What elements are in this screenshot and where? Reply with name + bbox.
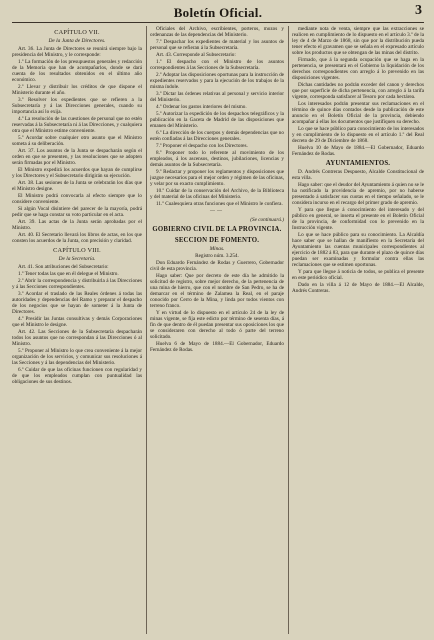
- paragraph: Art. 37. Los asuntos de la Junta se despacharán según el orden en que se presenten, y las resoluciones que se adopten serán firmadas por el Ministro.: [12, 148, 142, 166]
- paragraph: Dichas cantidades no podrán exceder del canon y derechos que por superficie de dicha pertenencia, con arreglo á la tarifa vigente, corresponda satisfacer al Tesoro por cada hectárea.: [292, 82, 424, 100]
- paragraph: Y para que llegue á conocimiento del interesado y del público en general, se inserta el presente en el Boletín Oficial de la provincia, de conformidad con lo prevenido en la Instrucción vigente.: [292, 207, 424, 231]
- paragraph: 4.º Presidir las Juntas consultivas y demás Corporaciones que el Ministro le designe.: [12, 316, 142, 328]
- paragraph: Y en virtud de lo dispuesto en el artículo 24 de la ley de minas vigente, se fija este edicto por término de sesenta días, á fin de que dentro de él puedan presentar sus oposiciones los que se consideraren con derecho al todo ó parte del terreno solicitado.: [150, 310, 284, 340]
- text-column-3: [292, 26, 424, 636]
- paragraph: Art. 42. Las Secciones de la Subsecretaría despacharán todos los asuntos que no correspondan á las Direcciones ó al Ministro.: [12, 329, 142, 347]
- paragraph: Art. 36. La Junta de Directores se reunirá siempre bajo la presidencia del Ministro, y le corresponde:: [12, 46, 142, 58]
- paragraph: Si algún Vocal disintiere del parecer de la mayoría, podrá pedir que se haga constar su voto particular en el acta.: [12, 206, 142, 218]
- paragraph: 8.º Proponer todo lo referente al movimiento de los empleados, á los ascensos, destinos, jubilaciones, licencias y demás asuntos de la Subsecretaría.: [150, 150, 284, 168]
- paragraph: 5.º Autorizar la expedición de los despachos telegráficos y la publicación en la Gaceta de Madrid de las disposiciones que emanen del Ministerio.: [150, 111, 284, 129]
- paragraph: Art. 38. Las sesiones de la Junta se celebrarán los días que el Ministro designe.: [12, 180, 142, 192]
- paragraph: 3.º Resolver los expedientes que se refieren a la Subsecretaría y á las Direcciones generales, cuando su importancia así lo exija.: [12, 97, 142, 115]
- paragraph: 6.º La dirección de los cuerpos y demás dependencias que no estén confiadas á las Direcciones generales.: [150, 130, 284, 142]
- section-heading: SECCION DE FOMENTO.: [174, 237, 260, 244]
- paragraph: Art. 41. Son atribuciones del Subsecretario:: [18, 264, 109, 270]
- paragraph: D. Andrés Contreras Despuesto, Alcalde Constitucional de esta villa.: [292, 169, 424, 181]
- paragraph: 1.º El despacho con el Ministro de los asuntos correspondientes á las Secciones de la Subsecretaría.: [150, 59, 284, 71]
- paragraph: 10.º Cuidar de la conservación del Archivo, de la Biblioteca y del material de las oficinas del Ministerio.: [150, 188, 284, 200]
- paragraph: Y para que llegue á noticia de todos, se publica el presente en este periódico oficial.: [292, 269, 424, 281]
- paragraph: Don Eduardo Fernández de Rodas y Guerrero, Gobernador civil de esta provincia.: [150, 260, 284, 272]
- paragraph: El Ministro podrá convocarla al efecto siempre que lo considere conveniente.: [12, 193, 142, 205]
- paragraph: 2.º Llevar y distribuir los créditos de que dispone el Ministerio durante el año.: [12, 84, 142, 96]
- paragraph: Lo que se hace público para su conocimiento. La Alcaldía hace saber que se hallan de manifiesto en la Secretaría del Ayuntamiento las cuentas municipales correspondientes al ejercicio de 1882 á 83, para que durante el plazo de quince días puedan ser examinadas y formular contra ellas las reclamaciones que se estimen oportunas.: [292, 232, 424, 268]
- paragraph: 1.º La formación de los presupuestos generales y redacción de la Memoria que han de acompañarlos, donde se dará cuenta de los resultados obtenidos en el último año económico.: [12, 59, 142, 83]
- text-column-1: [12, 26, 142, 636]
- paragraph: Hago saber: Que por decreto de este día he admitido la solicitud de registro, sobre mejor derecho, de la pertenencia de una mina de hierro, que con el nombre de San Pedro, se ha de demarcar en el término de Zalamea la Real, en el paraje conocido por Cerro de la Mina, y linda por todos vientos con terreno franco.: [150, 273, 284, 309]
- page-number: 3: [415, 3, 422, 18]
- italic-heading: Minas.: [209, 246, 225, 252]
- paragraph: 2.º Abrir la correspondencia y distribuirla á las Direcciones y á las Secciones correspondientes.: [12, 278, 142, 290]
- paragraph: 11.º Cualesquiera otras funciones que el Ministro le confiera.: [156, 201, 283, 207]
- paragraph: Dado en la villa á 12 de Mayo de 1884.—El Alcalde, Andrés Contreras.: [292, 282, 424, 294]
- paragraph: 5.º Proponer al Ministro lo que crea conveniente á la mejor organización de los servicios, y comunicar sus resoluciones á las Secciones y á las dependencias del Ministerio.: [12, 348, 142, 366]
- section-heading: CAPÍTULO VIII.: [53, 247, 101, 254]
- paragraph: El Ministro expedirá los acuerdos que hayan de cumplirse y los Directores y el Subsecretario dirigirán su ejecución.: [12, 167, 142, 179]
- paragraph: 7.º Despachar los expedientes de material y los asuntos de personal que se refieran á la Subsecretaría.: [150, 39, 284, 51]
- paragraph: Art. 43. Corresponde al Subsecretario:: [156, 52, 236, 58]
- paragraph: Huelva 6 de Mayo de 1884.—El Gobernador, Eduardo Fernández de Rodas.: [150, 341, 284, 353]
- paragraph: Art. 40. El Secretario llevará los libros de actas, en los que consten los acuerdos de la Junta, con precisión y claridad.: [12, 232, 142, 244]
- paragraph: 5.º Acordar sobre cualquier otro asunto que el Ministro someta á su deliberación.: [12, 135, 142, 147]
- paragraph: 3.º Dictar las órdenes relativas al personal y servicio interior del Ministerio.: [150, 91, 284, 103]
- section-subheading: De la Junta de Directores.: [48, 38, 106, 44]
- paragraph: Hago saber: que el deudor del Ayuntamiento á quien no se le ha notificado la providencia de apremio, por no haberse presentado á satisfacer sus cuotas en el tiempo señalado, se le considera incurso en el recargo del primer grado de apremio.: [292, 182, 424, 206]
- paragraph: Firmado, que á la segunda ocupación que se haga en la pertenencia, se presentará en el Gobierno la liquidación de los derechos correspondientes con arreglo á lo prevenido en las disposiciones vigentes.: [292, 57, 424, 81]
- paragraph: mediante nota de venta, siempre que las extracciones se realicen en cumplimiento de lo dispuesto en el artículo 3.º de la ley de 4 de Marzo de 1868, sin que por la distribución pueda tener efecto el gravamen que se señala en el expresado artículo sobre los productos que se obtengan de las minas del distrito.: [292, 26, 424, 56]
- paragraph: Lo que se hace público para conocimiento de los interesados y en cumplimiento de lo dispuesto en el artículo 1.º del Real decreto de 29 de Diciembre de 1868.: [292, 126, 424, 144]
- section-heading: AYUNTAMIENTOS.: [325, 160, 391, 167]
- paragraph: 1.º Tener todas las que en él delegue el Ministro.: [18, 271, 119, 277]
- paragraph: 7.º Proponer el despacho con los Directores.: [156, 143, 248, 149]
- paragraph: 6.º Cuidar de que las oficinas funcionen con regularidad y de que los empleados cumplan con puntualidad las obligaciones de sus destinos.: [12, 367, 142, 385]
- column-rule: [288, 26, 289, 634]
- paragraph: Art. 39. Las actas de la Junta serán aprobadas por el Ministro.: [12, 219, 142, 231]
- paragraph: Los interesados podrán presentar sus reclamaciones en el término de quince días contados desde la publicación de este anuncio en el Boletín Oficial de la provincia, debiendo acompañar á ellas los documentos que justifiquen su derecho.: [292, 101, 424, 125]
- column-rule: [146, 26, 147, 634]
- section-heading: GOBIERNO CIVIL DE LA PROVINCIA.: [152, 226, 282, 233]
- paragraph: 2.º Adoptar las disposiciones oportunas para la instrucción de expedientes reservados y para la ejecución de los trabajos de la misma índole.: [150, 72, 284, 90]
- section-subheading: De la Secretaría.: [58, 256, 96, 262]
- paragraph: Oficiales del Archivo, escribientes, porteros, mozos y ordenanzas de las dependencias del Ministerio.: [150, 26, 284, 38]
- page-header: [12, 3, 424, 23]
- separator: [150, 209, 284, 215]
- paragraph: 4.º Ordenar los gastos interiores del mismo.: [156, 104, 247, 110]
- continuation-note: (Se continuará.): [250, 217, 284, 223]
- paragraph: 3.º Acordar el traslado de las Reales órdenes á todas las autoridades y dependencias del Ramo y preparar el despacho de los negocios que se hayan de someter á la Junta de Directores.: [12, 291, 142, 315]
- publication-title: Boletín Oficial.: [173, 5, 263, 20]
- paragraph: 9.º Redactar y proponer los reglamentos y disposiciones que juzgue necesarios para el mejor orden y régimen de las oficinas, y velar por su exacto cumplimiento.: [150, 169, 284, 187]
- paragraph: 4.º La resolución de las cuestiones de personal que no estén reservadas á la Subsecretaría ni á las Direcciones, y cualquiera otra que el Ministro estime conveniente.: [12, 116, 142, 134]
- text-column-2: [150, 26, 284, 636]
- centered-line: Registro núm. 3.254.: [195, 253, 239, 259]
- section-heading: CAPÍTULO VII.: [54, 29, 100, 36]
- paragraph: Huelva 10 de Mayo de 1884.—El Gobernador, Eduardo Fernández de Rodas.: [292, 145, 424, 157]
